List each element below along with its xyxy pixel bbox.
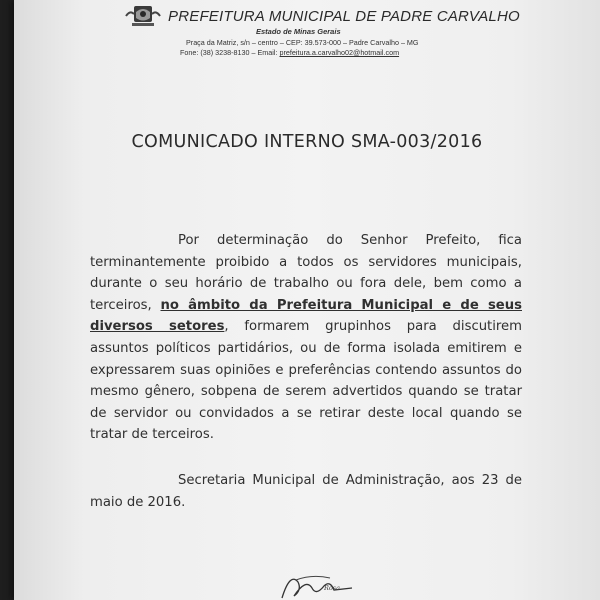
paragraph-text-before: Por determinação do Senhor Prefeito, fica terminantemente proibido a todos os servidores municipais, durante o seu horário de trabalho ou fora dele, bem como a terceiros, [90,233,522,313]
document-title: COMUNICADO INTERNO SMA-003/2016 [131,132,483,152]
municipal-crest-icon [122,4,164,28]
document-body [90,230,522,513]
organization-state: Estado de Minas Gerais [256,27,341,36]
signature-name-fragment: Rosa [324,584,341,592]
paragraph-text-after: , formarem grupinhos para discutirem assuntos políticos partidários, ou de forma isolada emitirem e expressarem suas opiniões e preferências contendo assuntos do mesmo gênero, sobpena de serem advertidos quando se tratar de servidor ou convidados a se retirar deste local quando se tratar de terceiros. [90,319,522,443]
document-page [14,0,600,600]
closing-paragraph: Secretaria Municipal de Administração, aos 23 de maio de 2016. [90,472,522,510]
organization-address: Praça da Matriz, s/n – centro – CEP: 39.573-000 – Padre Carvalho – MG [186,38,419,47]
phone-label: Fone: (38) 3238-8130 – Email: [180,48,280,57]
organization-name: PREFEITURA MUNICIPAL DE PADRE CARVALHO [168,8,520,25]
emphasized-text: no âmbito da Prefeitura Municipal e de seus diversos setores [90,297,522,335]
handwritten-signature-icon [272,568,362,600]
email-link[interactable]: prefeitura.a.carvalho02@hotmail.com [279,48,400,57]
organization-contact [180,48,399,57]
main-paragraph [90,230,522,446]
